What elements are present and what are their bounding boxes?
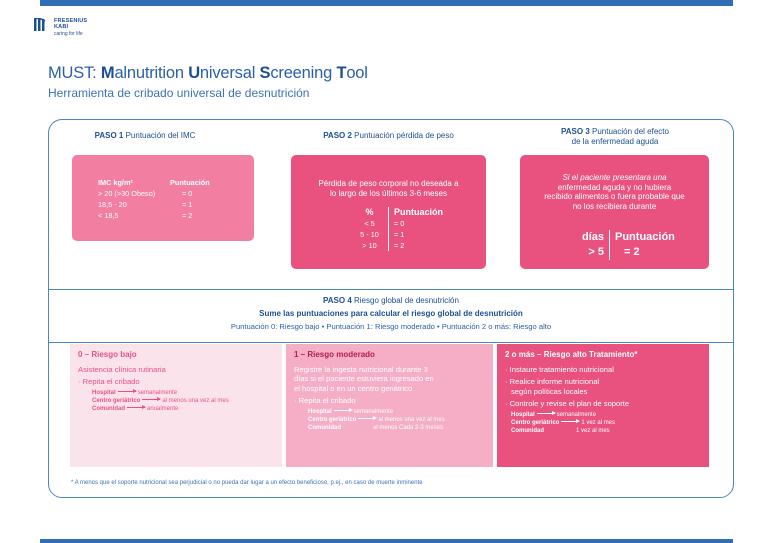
- risk-moderate-schedule: [294, 408, 485, 432]
- risk-high-line: · Controle y revise el plan de soporte: [505, 399, 630, 408]
- paso3-description: [520, 173, 709, 211]
- bottom-bar: [40, 539, 733, 543]
- paso3-desc-line: no los recibiera durante: [572, 201, 657, 211]
- days-cell: > 5: [570, 245, 610, 260]
- paso4-section: [48, 289, 734, 343]
- imc-row: [98, 210, 210, 221]
- imc-cell: > 20 (>30 Obeso): [98, 189, 156, 198]
- title-initial-u: U: [188, 64, 200, 82]
- title-word-malnutrition: alnutrition: [114, 64, 189, 82]
- title-word-tool: ool: [346, 64, 368, 82]
- logo-line1: FRESENIUS: [54, 18, 88, 24]
- fresenius-logo: [34, 18, 87, 37]
- paso3-label: PASO 3: [561, 127, 590, 136]
- schedule-value: al menos una vez al mes: [162, 397, 229, 404]
- weight-row: [351, 240, 443, 251]
- risk-low-schedule: [78, 389, 274, 413]
- footnote: * A menos que el soporte nutricional sea perjudicial o no pueda dar lugar a un efecto beneficioso, p.ej., en caso de muerte inminente: [71, 480, 423, 486]
- days-col-header: días: [570, 230, 610, 245]
- page-subtitle: Herramienta de cribado universal de desnutrición: [48, 86, 310, 100]
- imc-col-header: IMC kg/m²: [98, 178, 133, 187]
- schedule-value: semanalmente: [556, 411, 597, 418]
- paso2-desc-line: Pérdida de peso corporal no deseada a: [318, 179, 459, 188]
- paso4-label: PASO 4: [323, 296, 352, 305]
- score-cell: = 0: [394, 219, 405, 228]
- imc-cell: < 18,5: [98, 211, 119, 220]
- arrow-right-icon: [537, 413, 555, 414]
- schedule-value: 1 vez al mes: [581, 419, 616, 426]
- fresenius-logo-icon: [34, 18, 50, 32]
- risk-low-line: Asistencia clínica rutinaria: [78, 364, 166, 374]
- paso2-text: Puntuación pérdida de peso: [354, 131, 454, 140]
- schedule-label: Hospital: [92, 389, 116, 396]
- paso1-box: [72, 155, 254, 241]
- percent-col-header: %: [351, 207, 389, 218]
- risk-moderate-line: días si el paciente estuviera ingresado en: [294, 374, 434, 383]
- paso1-heading: [75, 131, 215, 141]
- score-cell: = 2: [624, 246, 640, 258]
- arrow-right-icon: [358, 418, 376, 419]
- title-initial-t: T: [336, 64, 347, 82]
- paso3-desc-line: recibido alimentos o fuera probable que: [544, 192, 685, 201]
- schedule-value: 1 vez al mes: [576, 427, 610, 434]
- paso3-text2: de la enfermedad aguda: [571, 137, 659, 146]
- paso4-score-legend: Puntuación 0: Riesgo bajo • Puntuación 1: Riesgo moderado • Puntuación 2 o más: Riesgo alto: [230, 322, 552, 331]
- score-col-header: Puntuación: [170, 178, 210, 187]
- risk-moderate-line: · Repita el cribado: [294, 396, 356, 405]
- schedule-value: al menos Cada 2-3 meses: [373, 424, 444, 431]
- risk-moderate-line: Registre la ingesta nutricional durante 3: [294, 364, 428, 374]
- percent-cell: < 5: [351, 218, 389, 229]
- score-cell: = 0: [182, 189, 193, 198]
- arrow-right-icon: [127, 407, 145, 408]
- schedule-value: semanalmente: [353, 408, 394, 415]
- acute-table: [570, 230, 675, 260]
- weight-row: [351, 229, 443, 240]
- risk-low-line: · Repita el cribado: [78, 377, 140, 386]
- score-cell: = 2: [182, 211, 193, 220]
- schedule-label: Centro geriátrico: [308, 416, 357, 423]
- risk-high-line: según políticas locales: [511, 386, 588, 396]
- weight-table: [351, 207, 443, 251]
- schedule-label: Centro geriátrico: [92, 397, 141, 404]
- paso1-label: PASO 1: [94, 131, 124, 140]
- risk-high-heading: 2 o más – Riesgo alto Tratamiento*: [505, 350, 638, 359]
- paso2-description: [291, 179, 486, 198]
- risk-moderate-line: el hospital o en un centro geriátrico: [294, 383, 413, 393]
- page-title: [48, 64, 368, 83]
- title-prefix: MUST:: [48, 64, 97, 82]
- schedule-label: Comunidad: [92, 405, 125, 412]
- top-bar: [40, 0, 733, 6]
- score-cell: = 1: [182, 200, 193, 209]
- logo-line2: KABI: [54, 24, 69, 30]
- imc-row: [98, 199, 210, 210]
- schedule-label: Hospital: [511, 411, 535, 418]
- logo-tagline: caring for life: [54, 31, 83, 37]
- arrow-right-icon: [561, 421, 579, 422]
- arrow-right-icon: [118, 391, 136, 392]
- paso1-text: Puntuación del IMC: [125, 131, 196, 140]
- score-cell: = 1: [394, 230, 405, 239]
- schedule-value: al menos una vez al mes: [378, 416, 445, 423]
- schedule-label: Comunidad: [511, 427, 544, 434]
- schedule-label: Hospital: [308, 408, 332, 415]
- risk-high-line: · Instaure tratamiento nutricional: [505, 364, 614, 374]
- paso3-desc-line: Si el paciente presentara una: [562, 173, 667, 182]
- paso2-heading: [296, 131, 481, 141]
- percent-cell: > 10: [351, 240, 389, 251]
- risk-low-panel: [70, 344, 282, 467]
- percent-cell: 5 - 10: [351, 229, 389, 240]
- paso4-instruction: Sume las puntuaciones para calcular el riesgo global de desnutrición: [259, 309, 523, 318]
- schedule-value: anualmente: [147, 405, 179, 412]
- paso4-heading: [48, 296, 734, 305]
- title-word-universal: niversal: [199, 64, 260, 82]
- paso2-box: [291, 155, 486, 269]
- risk-moderate-heading: 1 – Riesgo moderado: [294, 350, 375, 359]
- arrow-right-icon: [142, 399, 160, 400]
- title-initial-m: M: [100, 64, 115, 82]
- risk-low-heading: 0 – Riesgo bajo: [78, 350, 137, 359]
- paso3-box: [520, 155, 709, 269]
- arrow-right-icon: [334, 410, 352, 411]
- paso2-label: PASO 2: [323, 131, 352, 140]
- title-initial-s: S: [259, 64, 271, 82]
- title-word-screening: creening: [270, 64, 337, 82]
- schedule-label: Centro geriátrico: [511, 419, 560, 426]
- risk-high-line: · Realice informe nutricional: [505, 377, 600, 386]
- paso3-text1: Puntuación del efecto: [592, 127, 669, 136]
- score-col-header: Puntuación: [394, 207, 443, 217]
- paso2-desc-line: lo largo de los últimos 3-6 meses: [330, 188, 447, 198]
- weight-row: [351, 218, 443, 229]
- risk-high-schedule: [505, 411, 701, 435]
- risk-moderate-panel: [286, 344, 493, 467]
- paso3-heading: [530, 127, 700, 147]
- score-col-header: Puntuación: [615, 231, 675, 243]
- paso4-text: Riesgo global de desnutrición: [354, 296, 459, 305]
- score-cell: = 2: [394, 241, 405, 250]
- imc-cell: 18,5 - 20: [98, 200, 127, 209]
- risk-high-panel: [497, 344, 709, 467]
- paso3-desc-line: enfermedad aguda y no hubiera: [557, 182, 672, 192]
- schedule-value: semanalmente: [137, 389, 178, 396]
- imc-table: [98, 177, 210, 221]
- schedule-label: Comunidad: [308, 424, 341, 431]
- imc-row: [98, 188, 210, 199]
